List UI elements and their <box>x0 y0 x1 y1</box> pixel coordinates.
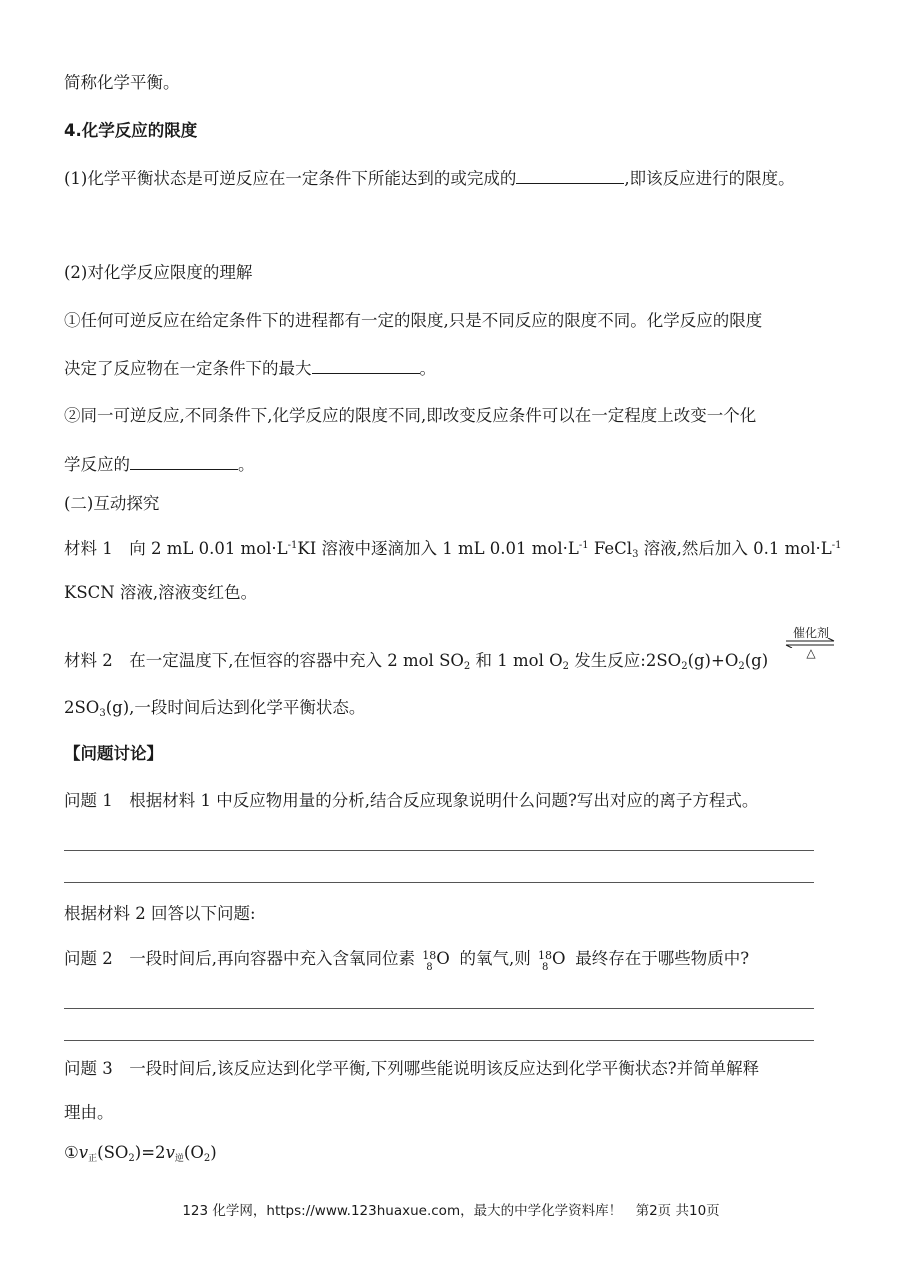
answer-line[interactable] <box>64 850 814 851</box>
isotope-symbol <box>420 948 454 973</box>
subscript: 2 <box>203 1153 211 1164</box>
text-line: 简称化学平衡。 <box>64 73 180 92</box>
text-segment: ① <box>64 1143 79 1162</box>
text-segment: (g) <box>744 651 769 670</box>
subscript: 2 <box>128 1153 135 1164</box>
superscript: -1 <box>287 540 298 551</box>
fill-blank[interactable] <box>516 167 624 184</box>
text-segment: 学反应的 <box>64 455 130 474</box>
text-segment: 问题 2 一段时间后,再向容器中充入含氧同位素 <box>64 949 421 968</box>
text-segment: 最终存在于哪些物质中? <box>569 949 750 968</box>
subscript: 2 <box>681 661 688 672</box>
text-segment: 。 <box>419 359 436 378</box>
catalyst-label: 催化剂 <box>792 626 829 640</box>
text-segment: 决定了反应物在一定条件下的最大 <box>64 359 312 378</box>
text-line: (二)互动探究 <box>64 494 160 513</box>
answer-line[interactable] <box>64 882 814 883</box>
subscript: 2 <box>562 661 570 672</box>
text-segment: ) <box>210 1143 217 1162</box>
superscript: -1 <box>831 540 842 551</box>
text-line: ②同一可逆反应,不同条件下,化学反应的限度不同,即改变反应条件可以在一定程度上改变一个化 <box>64 406 757 425</box>
text-segment: 。 <box>238 455 255 474</box>
text-segment: )=2 <box>134 1143 166 1162</box>
rate-symbol: v <box>165 1143 175 1162</box>
fill-blank[interactable] <box>312 357 420 374</box>
text-segment: (SO <box>97 1143 129 1162</box>
text-segment: 溶液,然后加入 0.1 mol·L <box>638 539 832 558</box>
discussion-heading: 【问题讨论】 <box>64 744 163 763</box>
subscript: 3 <box>99 708 106 719</box>
text-line: KSCN 溶液,溶液变红色。 <box>64 583 258 602</box>
text-line <box>64 167 795 190</box>
text-segment: (g),一段时间后达到化学平衡状态。 <box>105 698 366 717</box>
text-segment: ,即该反应进行的限度。 <box>624 169 795 188</box>
text-line: 理由。 <box>64 1103 114 1122</box>
text-line <box>64 453 255 476</box>
answer-line[interactable] <box>64 1008 814 1009</box>
subscript: 正 <box>88 1154 98 1164</box>
text-segment: 材料 1 向 2 mL 0.01 mol·L <box>64 539 288 558</box>
text-line: (2)对化学反应限度的理解 <box>64 263 253 282</box>
catalyst-arrow <box>784 624 838 662</box>
text-segment: KI 溶液中逐滴加入 1 mL 0.01 mol·L <box>297 539 579 558</box>
subscript: 2 <box>738 661 745 672</box>
answer-line[interactable] <box>64 1040 814 1041</box>
question-2 <box>64 948 750 973</box>
text-segment: 发生反应:2SO <box>569 651 682 670</box>
page-footer: 123 化学网，https://www.123huaxue.com，最大的中学化学资料库！ 第2页 共10页 <box>182 1203 720 1219</box>
subscript: 2 <box>463 661 471 672</box>
superscript: -1 <box>578 540 589 551</box>
text-segment: 和 1 mol O <box>470 651 563 670</box>
text-segment: (O <box>183 1143 204 1162</box>
heat-symbol: △ <box>806 646 816 660</box>
material-2 <box>64 650 768 678</box>
question-3: 问题 3 一段时间后,该反应达到化学平衡,下列哪些能说明该反应达到化学平衡状态?并简单解释 <box>64 1059 760 1078</box>
text-segment: 2SO <box>64 698 100 717</box>
fill-blank[interactable] <box>130 453 238 470</box>
text-segment: FeCl <box>588 539 633 558</box>
atomic-number: 8 <box>426 962 433 973</box>
text-line <box>64 357 436 380</box>
text-line: ①任何可逆反应在给定条件下的进程都有一定的限度,只是不同反应的限度不同。化学反应的限度 <box>64 311 763 330</box>
option-1 <box>64 1142 217 1170</box>
text-segment: (1)化学平衡状态是可逆反应在一定条件下所能达到的或完成的 <box>64 169 517 188</box>
text-segment: 材料 2 在一定温度下,在恒容的容器中充入 2 mol SO <box>64 651 464 670</box>
element-symbol: O <box>436 949 450 968</box>
mass-number: 18 <box>422 949 437 962</box>
text-line: 根据材料 2 回答以下问题: <box>64 904 256 923</box>
atomic-number: 8 <box>541 962 549 973</box>
subscript: 3 <box>632 549 639 560</box>
section-heading: 4.化学反应的限度 <box>64 121 198 140</box>
text-segment: (g)+O <box>687 651 739 670</box>
mass-number: 18 <box>537 949 552 962</box>
element-symbol: O <box>551 949 566 968</box>
material-1 <box>64 535 841 566</box>
isotope-symbol <box>536 948 570 973</box>
text-segment: 的氧气,则 <box>454 949 536 968</box>
text-line <box>64 697 365 725</box>
question-1: 问题 1 根据材料 1 中反应物用量的分析,结合反应现象说明什么问题?写出对应的离子方程式。 <box>64 791 759 810</box>
rate-symbol: v <box>78 1143 89 1162</box>
subscript: 逆 <box>174 1154 184 1164</box>
